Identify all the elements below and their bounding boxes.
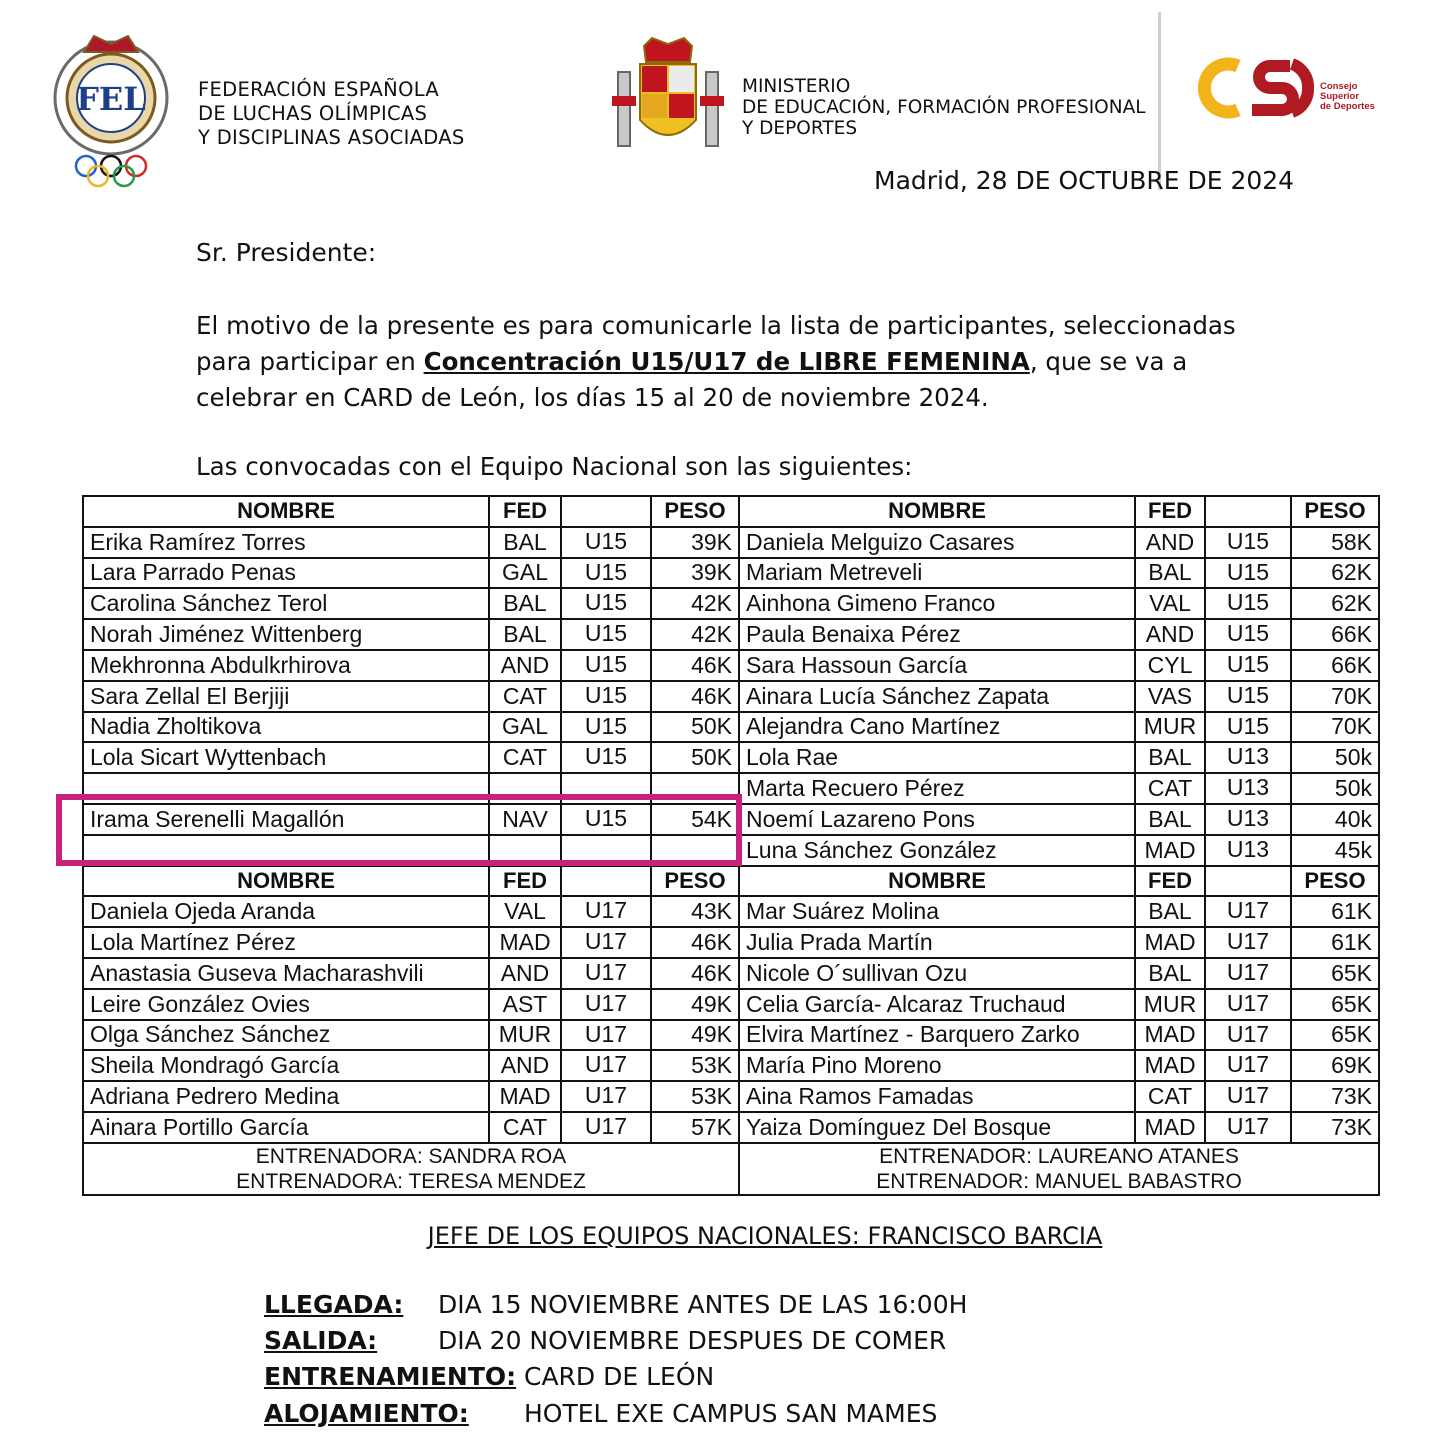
athlete-fed: NAV — [489, 804, 561, 835]
header-weight: PESO — [651, 866, 739, 897]
table-row — [83, 1050, 1379, 1081]
csd-logo — [1198, 52, 1318, 122]
athlete-fed: GAL — [489, 712, 561, 743]
athlete-weight: 46K — [651, 958, 739, 989]
table-header-row — [83, 496, 1379, 527]
athlete-weight: 46K — [651, 681, 739, 712]
athlete-name: Irama Serenelli Magallón — [83, 804, 489, 835]
event-name: Concentración U15/U17 de LIBRE FEMENINA — [423, 347, 1030, 376]
coaches-row — [83, 1143, 1379, 1195]
athlete-name: Julia Prada Martín — [739, 927, 1135, 958]
table-row — [83, 558, 1379, 589]
athlete-fed: CYL — [1135, 650, 1205, 681]
federation-name — [198, 78, 465, 150]
athlete-fed: MAD — [1135, 1112, 1205, 1143]
athlete-weight: 65K — [1291, 989, 1379, 1020]
athlete-fed: CAT — [1135, 773, 1205, 804]
athlete-name: Alejandra Cano Martínez — [739, 712, 1135, 743]
athlete-weight: 69K — [1291, 1050, 1379, 1081]
table-row — [83, 712, 1379, 743]
header-name: NOMBRE — [83, 496, 489, 527]
athlete-name: Mariam Metreveli — [739, 558, 1135, 589]
highlight-box — [56, 794, 742, 866]
athlete-cat: U17 — [561, 927, 651, 958]
athlete-fed: MAD — [489, 927, 561, 958]
athlete-cat: U15 — [561, 742, 651, 773]
athlete-cat: U15 — [1205, 650, 1291, 681]
athlete-weight: 39K — [651, 558, 739, 589]
athlete-name: Adriana Pedrero Medina — [83, 1081, 489, 1112]
athlete-cat: U13 — [1205, 835, 1291, 866]
athlete-cat: U15 — [561, 650, 651, 681]
header-name: NOMBRE — [83, 866, 489, 897]
athlete-weight: 73K — [1291, 1112, 1379, 1143]
coach-name: ENTRENADOR: MANUEL BABASTRO — [876, 1169, 1242, 1193]
athlete-name: Lara Parrado Penas — [83, 558, 489, 589]
athlete-weight: 66K — [1291, 619, 1379, 650]
table-row — [83, 527, 1379, 558]
athlete-cat: U15 — [561, 588, 651, 619]
athlete-cat: U17 — [1205, 989, 1291, 1020]
athlete-weight: 61K — [1291, 896, 1379, 927]
athlete-cat: U15 — [1205, 527, 1291, 558]
athlete-name: Aina Ramos Famadas — [739, 1081, 1135, 1112]
athlete-fed: BAL — [489, 619, 561, 650]
letter-date: Madrid, 28 DE OCTUBRE DE 2024 — [874, 166, 1295, 195]
athlete-name: María Pino Moreno — [739, 1050, 1135, 1081]
athlete-cat: U15 — [1205, 712, 1291, 743]
athlete-fed: VAS — [1135, 681, 1205, 712]
header-fed: FED — [1135, 866, 1205, 897]
table-row — [83, 619, 1379, 650]
athlete-fed: VAL — [489, 896, 561, 927]
header-fed: FED — [489, 496, 561, 527]
u17-section — [83, 866, 1379, 1143]
athlete-fed: BAL — [489, 527, 561, 558]
athlete-fed: BAL — [1135, 742, 1205, 773]
table-row — [83, 989, 1379, 1020]
athlete-weight: 50K — [651, 742, 739, 773]
federation-line: Y DISCIPLINAS ASOCIADAS — [198, 126, 465, 149]
athlete-weight: 61K — [1291, 927, 1379, 958]
athlete-weight: 43K — [651, 896, 739, 927]
athlete-fed: BAL — [1135, 558, 1205, 589]
athlete-fed: BAL — [1135, 804, 1205, 835]
athlete-name: Elvira Martínez - Barquero Zarko — [739, 1020, 1135, 1051]
athlete-name: Luna Sánchez González — [739, 835, 1135, 866]
arrival-value: DIA 15 NOVIEMBRE ANTES DE LAS 16:00H — [438, 1290, 968, 1319]
athlete-name: Lola Sicart Wyttenbach — [83, 742, 489, 773]
athlete-weight: 49K — [651, 989, 739, 1020]
athlete-weight: 45k — [1291, 835, 1379, 866]
athlete-fed: AND — [489, 650, 561, 681]
athlete-cat: U17 — [1205, 958, 1291, 989]
table-row — [83, 1112, 1379, 1143]
athlete-cat: U17 — [561, 1112, 651, 1143]
header-category — [1205, 496, 1291, 527]
athlete-name: Marta Recuero Pérez — [739, 773, 1135, 804]
table-row — [83, 1020, 1379, 1051]
ministry-line: Y DEPORTES — [742, 118, 858, 139]
intro-text-end: , que se va a celebrar en CARD de León, los días 15 al 20 de noviembre 2024. — [196, 347, 1188, 412]
table-row — [83, 896, 1379, 927]
athlete-name: Norah Jiménez Wittenberg — [83, 619, 489, 650]
header-weight: PESO — [1291, 496, 1379, 527]
athlete-cat: U15 — [1205, 681, 1291, 712]
arrival-label: LLEGADA: — [264, 1290, 404, 1319]
federation-line: DE LUCHAS OLÍMPICAS — [198, 102, 428, 125]
athlete-weight: 65K — [1291, 958, 1379, 989]
athlete-cat: U15 — [1205, 558, 1291, 589]
athlete-fed: MUR — [1135, 989, 1205, 1020]
csd-line: de Deportes — [1320, 101, 1375, 112]
athlete-cat: U17 — [561, 958, 651, 989]
table-row — [83, 681, 1379, 712]
athlete-weight: 70K — [1291, 681, 1379, 712]
coaches-left — [83, 1143, 739, 1195]
athlete-cat: U15 — [561, 804, 651, 835]
letter-greeting: Sr. Presidente: — [196, 238, 377, 267]
coach-name: ENTRENADORA: SANDRA ROA — [255, 1144, 567, 1168]
athlete-weight: 46K — [651, 650, 739, 681]
athlete-name: Leire González Ovies — [83, 989, 489, 1020]
athlete-fed: AND — [1135, 527, 1205, 558]
head-of-national-teams: JEFE DE LOS EQUIPOS NACIONALES: FRANCISCO BARCIA — [427, 1222, 1103, 1250]
header-weight: PESO — [651, 496, 739, 527]
coaches-section — [83, 1143, 1379, 1195]
header-category — [561, 866, 651, 897]
athlete-fed: MAD — [1135, 1020, 1205, 1051]
intro-text: El motivo de la presente es para comunicarle la lista de participantes, seleccionadas para participar en — [196, 311, 1236, 376]
header-name: NOMBRE — [739, 496, 1135, 527]
athlete-fed: CAT — [1135, 1081, 1205, 1112]
athlete-fed: MAD — [1135, 1050, 1205, 1081]
athlete-fed: AND — [489, 1050, 561, 1081]
athlete-weight: 58K — [1291, 527, 1379, 558]
athlete-cat: U15 — [1205, 619, 1291, 650]
athlete-name: Sara Hassoun García — [739, 650, 1135, 681]
header-fed: FED — [1135, 496, 1205, 527]
athlete-cat: U17 — [1205, 1020, 1291, 1051]
athlete-cat: U17 — [561, 1081, 651, 1112]
athlete-fed: MAD — [489, 1081, 561, 1112]
athlete-name: Noemí Lazareno Pons — [739, 804, 1135, 835]
athlete-cat: U17 — [561, 989, 651, 1020]
athlete-weight: 39K — [651, 527, 739, 558]
athlete-name: Anastasia Guseva Macharashvili — [83, 958, 489, 989]
table-row — [83, 742, 1379, 773]
table-row — [83, 927, 1379, 958]
federation-line: FEDERACIÓN ESPAÑOLA — [198, 78, 439, 101]
athlete-cat: U17 — [1205, 1112, 1291, 1143]
athlete-weight: 65K — [1291, 1020, 1379, 1051]
athlete-name: Nicole O´sullivan Ozu — [739, 958, 1135, 989]
athlete-name: Ainhona Gimeno Franco — [739, 588, 1135, 619]
athlete-name: Ainara Lucía Sánchez Zapata — [739, 681, 1135, 712]
athlete-cat: U15 — [561, 619, 651, 650]
athlete-cat: U17 — [1205, 1050, 1291, 1081]
athlete-fed: MAD — [1135, 927, 1205, 958]
letter-intro — [196, 308, 1276, 416]
athlete-weight: 42K — [651, 588, 739, 619]
athlete-fed: CAT — [489, 1112, 561, 1143]
header-name: NOMBRE — [739, 866, 1135, 897]
header-category — [561, 496, 651, 527]
athlete-name: Celia García- Alcaraz Truchaud — [739, 989, 1135, 1020]
csd-line: Superior — [1320, 91, 1360, 102]
athlete-cat: U15 — [1205, 588, 1291, 619]
csd-name — [1320, 82, 1375, 112]
training-label: ENTRENAMIENTO: — [264, 1362, 517, 1391]
departure-value: DIA 20 NOVIEMBRE DESPUES DE COMER — [438, 1326, 947, 1355]
athlete-weight: 73K — [1291, 1081, 1379, 1112]
athlete-cat: U15 — [561, 681, 651, 712]
athlete-fed: AND — [1135, 619, 1205, 650]
athlete-fed: BAL — [1135, 896, 1205, 927]
coaches-right — [739, 1143, 1379, 1195]
athlete-name: Lola Rae — [739, 742, 1135, 773]
athlete-name: Yaiza Domínguez Del Bosque — [739, 1112, 1135, 1143]
athlete-fed: BAL — [489, 588, 561, 619]
athlete-fed: VAL — [1135, 588, 1205, 619]
athlete-weight: 66K — [1291, 650, 1379, 681]
athlete-fed: MAD — [1135, 835, 1205, 866]
athlete-fed: MUR — [1135, 712, 1205, 743]
athlete-cat: U15 — [561, 712, 651, 743]
athlete-weight: 70K — [1291, 712, 1379, 743]
header-fed: FED — [489, 866, 561, 897]
athlete-name: Sheila Mondragó García — [83, 1050, 489, 1081]
athlete-weight: 54K — [651, 804, 739, 835]
athlete-weight: 42K — [651, 619, 739, 650]
athlete-cat: U17 — [561, 896, 651, 927]
coach-name: ENTRENADORA: TERESA MENDEZ — [236, 1169, 586, 1193]
fel-logo-text: FEL — [76, 80, 146, 118]
ministry-name — [742, 76, 1146, 139]
lodging-label: ALOJAMIENTO: — [264, 1399, 469, 1428]
athlete-weight: 49K — [651, 1020, 739, 1051]
athlete-cat: U13 — [1205, 742, 1291, 773]
athlete-fed: GAL — [489, 558, 561, 589]
athlete-name: Nadia Zholtikova — [83, 712, 489, 743]
athlete-weight: 53K — [651, 1050, 739, 1081]
athlete-name: Paula Benaixa Pérez — [739, 619, 1135, 650]
athlete-name: Ainara Portillo García — [83, 1112, 489, 1143]
athlete-cat: U15 — [561, 527, 651, 558]
athlete-weight: 50K — [651, 712, 739, 743]
athlete-fed: MUR — [489, 1020, 561, 1051]
athlete-cat: U13 — [1205, 773, 1291, 804]
athlete-weight: 62K — [1291, 558, 1379, 589]
table-row — [83, 958, 1379, 989]
ministry-line: MINISTERIO — [742, 76, 851, 97]
departure-label: SALIDA: — [264, 1326, 378, 1355]
athlete-fed: CAT — [489, 681, 561, 712]
fel-emblem-logo — [44, 26, 178, 190]
athlete-name: Daniela Melguizo Casares — [739, 527, 1135, 558]
athlete-name: Sara Zellal El Berjiji — [83, 681, 489, 712]
csd-line: Consejo — [1320, 81, 1358, 92]
athlete-name: Lola Martínez Pérez — [83, 927, 489, 958]
table-header-row — [83, 866, 1379, 897]
athlete-fed: BAL — [1135, 958, 1205, 989]
header-weight: PESO — [1291, 866, 1379, 897]
athlete-fed: CAT — [489, 742, 561, 773]
athlete-name: Mar Suárez Molina — [739, 896, 1135, 927]
athlete-name: Erika Ramírez Torres — [83, 527, 489, 558]
athlete-weight: 50k — [1291, 773, 1379, 804]
athlete-weight: 57K — [651, 1112, 739, 1143]
athlete-name: Carolina Sánchez Terol — [83, 588, 489, 619]
athlete-cat: U17 — [561, 1020, 651, 1051]
list-intro: Las convocadas con el Equipo Nacional son las siguientes: — [196, 452, 913, 481]
athlete-cat: U15 — [561, 558, 651, 589]
athlete-cat: U17 — [1205, 896, 1291, 927]
spain-coat-of-arms-logo — [612, 36, 724, 156]
athlete-cat: U17 — [1205, 927, 1291, 958]
athlete-cat: U13 — [1205, 804, 1291, 835]
athlete-fed: AND — [489, 958, 561, 989]
athlete-fed: AST — [489, 989, 561, 1020]
header-divider — [1158, 12, 1161, 190]
athlete-weight: 46K — [651, 927, 739, 958]
athlete-name: Olga Sánchez Sánchez — [83, 1020, 489, 1051]
training-value: CARD DE LEÓN — [524, 1362, 715, 1391]
athlete-weight: 62K — [1291, 588, 1379, 619]
athlete-weight: 50k — [1291, 742, 1379, 773]
athlete-weight: 53K — [651, 1081, 739, 1112]
athlete-cat: U17 — [1205, 1081, 1291, 1112]
header-category — [1205, 866, 1291, 897]
athlete-name: Daniela Ojeda Aranda — [83, 896, 489, 927]
coach-name: ENTRENADOR: LAUREANO ATANES — [879, 1144, 1239, 1168]
athlete-name: Mekhronna Abdulkrhirova — [83, 650, 489, 681]
table-row — [83, 1081, 1379, 1112]
table-row — [83, 650, 1379, 681]
lodging-value: HOTEL EXE CAMPUS SAN MAMES — [524, 1399, 938, 1428]
ministry-line: DE EDUCACIÓN, FORMACIÓN PROFESIONAL — [742, 97, 1146, 118]
table-row — [83, 588, 1379, 619]
athlete-weight: 40k — [1291, 804, 1379, 835]
athlete-cat: U17 — [561, 1050, 651, 1081]
